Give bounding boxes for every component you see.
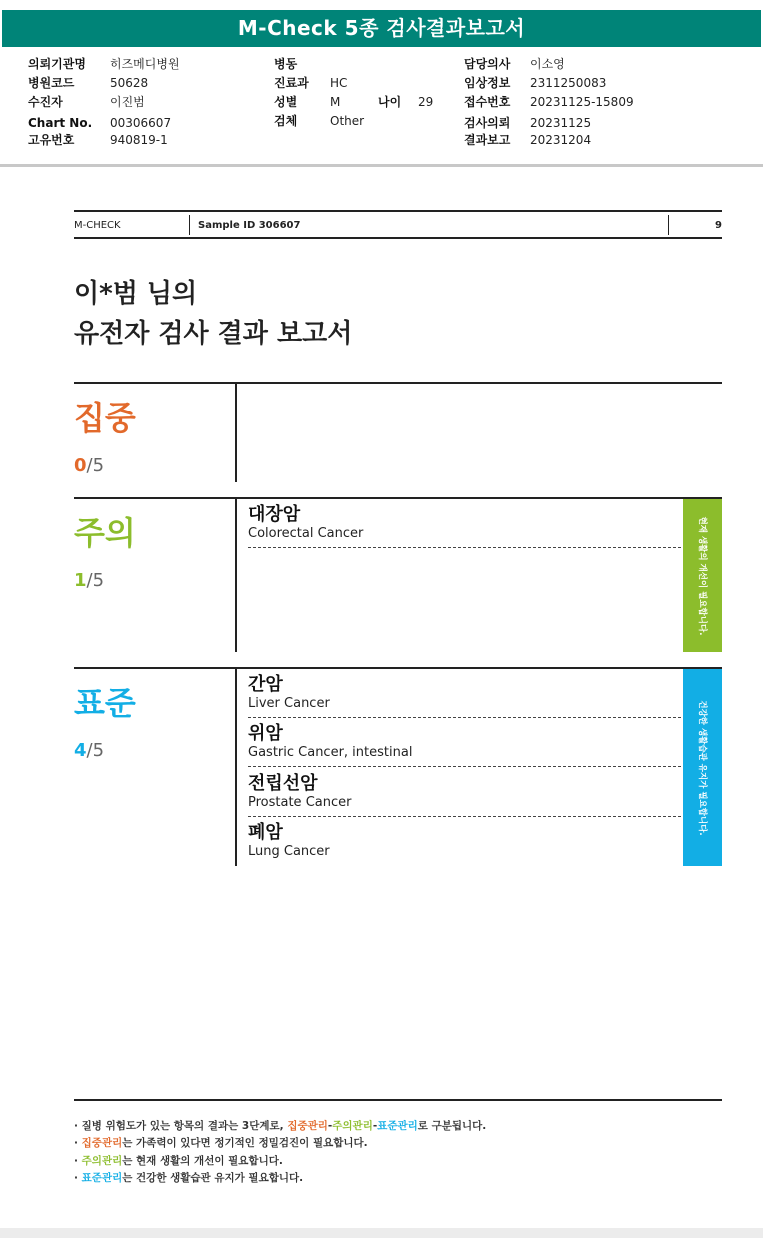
item-name-ko: 간암 xyxy=(248,674,283,695)
item-name-en: Liver Cancer xyxy=(248,696,330,711)
sample-id: Sample ID 306607 xyxy=(198,220,301,231)
result-item-prostate xyxy=(248,773,681,817)
note-1-focus: 집중관리 xyxy=(287,1120,328,1132)
standard-count-total: /5 xyxy=(86,740,105,761)
note-4-text: 는 건강한 생활습관 유지가 필요합니다. xyxy=(122,1172,304,1184)
standard-count xyxy=(74,740,104,761)
standard-section-divider xyxy=(235,669,237,866)
focus-section-rule xyxy=(74,382,722,384)
request-date-label: 검사의뢰 xyxy=(464,116,511,130)
specimen-label: 검체 xyxy=(274,114,298,128)
note-1 xyxy=(74,1118,486,1133)
caution-count-value: 1 xyxy=(74,570,87,591)
note-4 xyxy=(74,1170,303,1185)
doctor-value: 이소영 xyxy=(530,57,565,71)
chart-no-value: 00306607 xyxy=(110,116,172,130)
note-bullet: · xyxy=(74,1155,78,1167)
focus-title: 집중 xyxy=(74,399,136,437)
page-header-top-rule xyxy=(74,210,722,212)
item-name-en: Prostate Cancer xyxy=(248,795,352,810)
note-1-text-b: 로 구분됩니다. xyxy=(417,1120,487,1132)
hospital-label: 의뢰기관명 xyxy=(28,57,86,71)
caution-section-divider xyxy=(235,499,237,652)
note-4-highlight: 표준관리 xyxy=(81,1172,123,1184)
note-3-highlight: 주의관리 xyxy=(81,1155,123,1167)
item-name-ko: 위암 xyxy=(248,723,283,744)
header-divider xyxy=(0,164,763,167)
result-item-liver xyxy=(248,674,681,718)
dept-value: HC xyxy=(330,76,348,90)
age-label: 나이 xyxy=(378,95,402,109)
hospital-value: 히즈메디병원 xyxy=(110,57,180,71)
hospital-code-value: 50628 xyxy=(110,76,149,90)
report-heading-line2: 유전자 검사 결과 보고서 xyxy=(74,319,353,349)
patient-label: 수진자 xyxy=(28,95,63,109)
caution-title: 주의 xyxy=(74,514,136,552)
doctor-label: 담당의사 xyxy=(464,57,511,71)
clinical-info-value: 2311250083 xyxy=(530,76,607,90)
unique-id-label: 고유번호 xyxy=(28,133,75,147)
result-item-colorectal xyxy=(248,504,681,548)
note-1-dash: - xyxy=(372,1120,378,1132)
caution-section-rule xyxy=(74,497,722,499)
note-2 xyxy=(74,1135,368,1150)
page-bottom-edge xyxy=(0,1228,763,1238)
report-heading-line1: 이*범 님의 xyxy=(74,279,198,309)
result-item-gastric xyxy=(248,723,681,767)
item-name-en: Colorectal Cancer xyxy=(248,526,364,541)
ward-label: 병동 xyxy=(274,57,298,71)
standard-side-text: 건강한 생활습관 유지가 필요합니다. xyxy=(696,699,707,836)
standard-count-value: 4 xyxy=(74,740,87,761)
focus-count-value: 0 xyxy=(74,455,87,476)
result-item-lung xyxy=(248,822,681,865)
sex-label: 성별 xyxy=(274,95,298,109)
item-name-ko: 폐암 xyxy=(248,822,283,843)
footer-rule xyxy=(74,1099,722,1101)
focus-count xyxy=(74,455,104,476)
sex-value: M xyxy=(330,95,341,109)
page-header-separator xyxy=(189,215,190,235)
note-1-text-a: 질병 위험도가 있는 항목의 결과는 3단계로, xyxy=(81,1120,288,1132)
item-name-en: Gastric Cancer, intestinal xyxy=(248,745,413,760)
item-name-ko: 대장암 xyxy=(248,504,301,525)
item-name-ko: 전립선암 xyxy=(248,773,318,794)
receipt-no-label: 접수번호 xyxy=(464,95,511,109)
chart-no-label: Chart No. xyxy=(28,116,93,130)
report-heading xyxy=(74,274,352,354)
note-bullet: · xyxy=(74,1137,78,1149)
dept-label: 진료과 xyxy=(274,76,309,90)
request-date-value: 20231125 xyxy=(530,116,592,130)
page-header-bottom-rule xyxy=(74,237,722,239)
caution-side-text: 현재 생활의 개선이 필요합니다. xyxy=(696,516,707,635)
focus-count-total: /5 xyxy=(86,455,105,476)
note-1-caution: 주의관리 xyxy=(332,1120,373,1132)
note-bullet: · xyxy=(74,1120,78,1132)
focus-section-divider xyxy=(235,384,237,482)
standard-section-rule xyxy=(74,667,722,669)
result-date-value: 20231204 xyxy=(530,133,592,147)
caution-count xyxy=(74,570,104,591)
age-value: 29 xyxy=(418,95,434,109)
note-3-text: 는 현재 생활의 개선이 필요합니다. xyxy=(122,1155,283,1167)
specimen-value: Other xyxy=(330,114,365,128)
clinical-info-label: 임상정보 xyxy=(464,76,511,90)
note-1-standard: 표준관리 xyxy=(377,1120,418,1132)
note-1-dash: - xyxy=(327,1120,333,1132)
report-title-bar: M-Check 5종 검사결과보고서 xyxy=(2,10,761,47)
receipt-no-value: 20231125-15809 xyxy=(530,95,634,109)
item-name-en: Lung Cancer xyxy=(248,844,330,859)
page-header-separator xyxy=(668,215,669,235)
note-2-highlight: 집중관리 xyxy=(81,1137,123,1149)
note-2-text: 는 가족력이 있다면 정기적인 정밀검진이 필요합니다. xyxy=(122,1137,368,1149)
caution-side-banner xyxy=(683,499,722,652)
standard-side-banner xyxy=(683,669,722,866)
hospital-code-label: 병원코드 xyxy=(28,76,75,90)
note-bullet: · xyxy=(74,1172,78,1184)
patient-value: 이진범 xyxy=(110,95,145,109)
caution-count-total: /5 xyxy=(86,570,105,591)
result-date-label: 결과보고 xyxy=(464,133,511,147)
standard-title: 표준 xyxy=(74,684,136,722)
note-3 xyxy=(74,1153,283,1168)
unique-id-value: 940819-1 xyxy=(110,133,168,147)
brand-label: M-CHECK xyxy=(74,220,121,231)
page-number: 9 xyxy=(715,220,722,231)
